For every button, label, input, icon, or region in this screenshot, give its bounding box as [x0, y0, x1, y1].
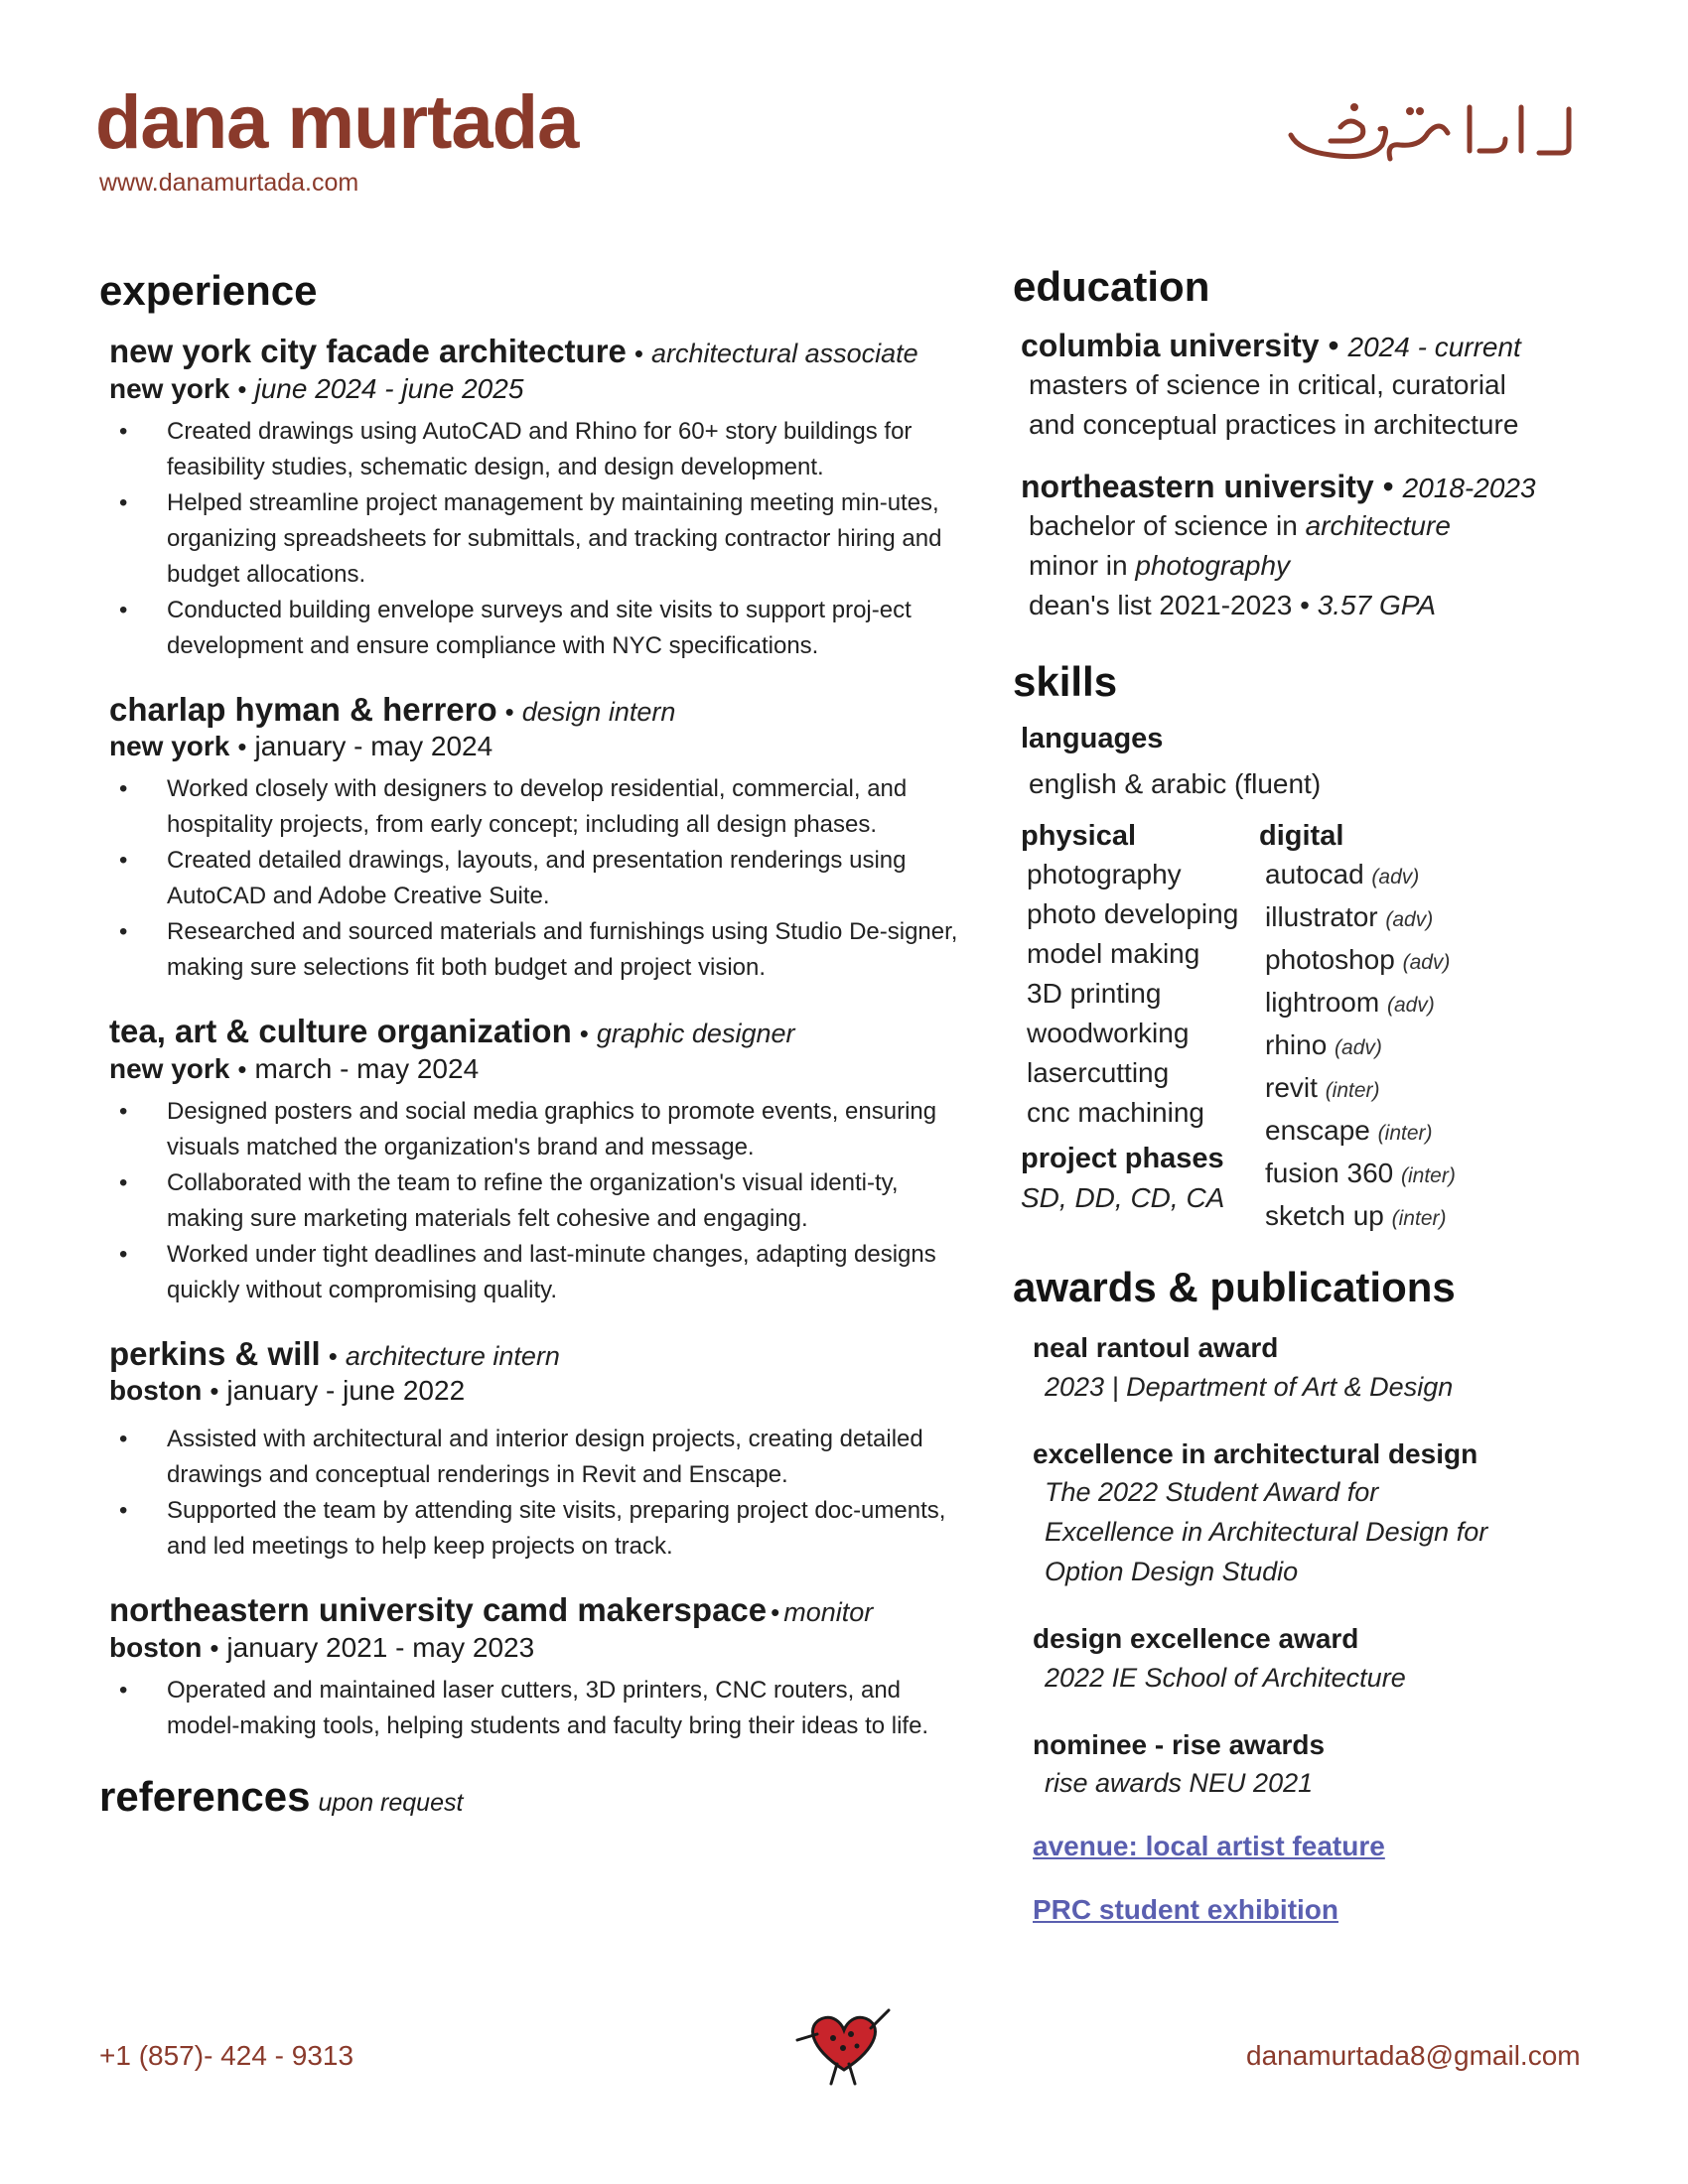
- phone-number: +1 (857)- 424 - 9313: [99, 2040, 354, 2071]
- job-company: charlap hyman & herrero: [109, 690, 497, 728]
- awards-heading: awards & publications: [1013, 1264, 1456, 1311]
- job-location-date: boston • january - june 2022: [109, 1375, 466, 1407]
- job-location: boston: [109, 1375, 203, 1407]
- job-bullets: [99, 1094, 963, 1308]
- job-company: northeastern university camd makerspace: [109, 1591, 768, 1629]
- physical-skill: photo developing: [1027, 898, 1239, 930]
- school-name: columbia university: [1021, 328, 1320, 363]
- job-role: architecture intern: [345, 1340, 560, 1371]
- education-entry: [1021, 326, 1648, 445]
- job-bullet: • Worked under tight deadlines and last-minute changes, adapting designs quickly without compromising quality.: [167, 1237, 963, 1308]
- email-address[interactable]: danamurtada8@gmail.com: [1246, 2040, 1581, 2071]
- job-bullets: [99, 1422, 963, 1565]
- school-header: northeastern university • 2018-2023: [1021, 469, 1536, 504]
- digital-skill: sketch up (inter): [1265, 1200, 1447, 1232]
- award-detail: 2022 IE School of Architecture: [1045, 1662, 1406, 1693]
- award-detail: 2023 | Department of Art & Design: [1045, 1371, 1454, 1402]
- arabic-name-signature: [1271, 89, 1589, 186]
- deans-list: dean's list 2021-2023: [1029, 590, 1293, 620]
- project-phases-value: SD, DD, CD, CA: [1021, 1182, 1225, 1214]
- gpa: 3.57 GPA: [1317, 590, 1437, 620]
- award-title: excellence in architectural design: [1033, 1437, 1478, 1469]
- degree-prefix: bachelor of science in: [1029, 510, 1306, 541]
- job-bullet: • Created drawings using AutoCAD and Rhino for 60+ story buildings for feasibility studies, schematic design, and design development.: [167, 414, 963, 485]
- physical-skill: 3D printing: [1027, 978, 1162, 1010]
- job-location: new york: [109, 1052, 230, 1084]
- job-company: tea, art & culture organization: [109, 1013, 572, 1050]
- award-entry: [1033, 1727, 1648, 1803]
- job-header: charlap hyman & herrero • design intern: [109, 690, 676, 728]
- degree-field: architecture: [1305, 510, 1451, 541]
- digital-skill: illustrator (adv): [1265, 901, 1434, 933]
- award-entry: [1033, 1436, 1648, 1591]
- heart-mascot-icon: [789, 2000, 899, 2095]
- job-dates: june 2024 - june 2025: [254, 372, 524, 404]
- references-section: [99, 1772, 963, 1820]
- languages-label: languages: [1021, 723, 1164, 754]
- job-bullet: • Created detailed drawings, layouts, and presentation renderings using AutoCAD and Adobe Creative Suite.: [167, 843, 963, 914]
- award-detail: Excellence in Architectural Design for: [1045, 1517, 1488, 1548]
- school-years: 2024 - current: [1347, 332, 1521, 362]
- publication-link[interactable]: PRC student exhibition: [1033, 1893, 1338, 1925]
- job-bullet: • Collaborated with the team to refine the organization's visual identi-ty, making sure marketing materials felt cohesive and engaging.: [167, 1165, 963, 1237]
- references-note: upon request: [318, 1788, 464, 1817]
- digital-skill: lightroom (adv): [1265, 987, 1435, 1019]
- digital-skills: [1251, 818, 1609, 1240]
- job-entry: [99, 1334, 963, 1566]
- job-bullets: [99, 414, 963, 664]
- website-link[interactable]: www.danamurtada.com: [99, 169, 359, 197]
- digital-skill: enscape (inter): [1265, 1115, 1433, 1147]
- minor-line: [1029, 546, 1648, 586]
- job-header: new york city facade architecture • architectural associate: [109, 333, 918, 369]
- digital-skill: photoshop (adv): [1265, 944, 1451, 976]
- award-title: neal rantoul award: [1033, 1332, 1279, 1364]
- award-detail: Option Design Studio: [1045, 1557, 1299, 1587]
- job-location-date: new york • january - may 2024: [109, 731, 493, 762]
- award-title: design excellence award: [1033, 1623, 1359, 1655]
- degree-line: [1029, 506, 1648, 546]
- digital-skill: rhino (adv): [1265, 1029, 1382, 1061]
- job-bullet: • Conducted building envelope surveys and site visits to support proj-ect development and ensure compliance with NYC specifications.: [167, 593, 963, 664]
- school-years: 2018-2023: [1402, 473, 1536, 503]
- physical-skill: photography: [1027, 859, 1182, 890]
- job-company: new york city facade architecture: [109, 333, 627, 369]
- job-entry: [99, 690, 963, 987]
- job-location: boston: [109, 1631, 203, 1663]
- job-header: perkins & will • architecture intern: [109, 1334, 560, 1372]
- school-header: columbia university • 2024 - current: [1021, 328, 1521, 363]
- digital-skill: revit (inter): [1265, 1072, 1380, 1104]
- job-location: new york: [109, 372, 230, 404]
- job-bullet: • Researched and sourced materials and furnishings using Studio De-signer, making sure selections fit both budget and project vision.: [167, 914, 963, 986]
- minor-field: photography: [1135, 550, 1291, 581]
- job-header: northeastern university camd makerspace • monitor: [109, 1591, 874, 1629]
- job-bullet: • Operated and maintained laser cutters, 3D printers, CNC routers, and model-making tools, helping students and faculty bring their ideas to life.: [167, 1673, 963, 1744]
- physical-skill: cnc machining: [1027, 1097, 1204, 1129]
- job-header: tea, art & culture organization • graphic designer: [109, 1013, 795, 1050]
- right-column: [1013, 263, 1648, 1958]
- job-location-date: new york • june 2024 - june 2025: [109, 372, 524, 404]
- award-detail: rise awards NEU 2021: [1045, 1767, 1314, 1798]
- job-dates: january - may 2024: [254, 731, 493, 762]
- references-heading: references: [99, 1772, 311, 1820]
- job-entry: [99, 332, 963, 664]
- school-name: northeastern university: [1021, 469, 1374, 504]
- education-heading: education: [1013, 263, 1210, 310]
- physical-skill: model making: [1027, 938, 1200, 970]
- job-location-date: new york • march - may 2024: [109, 1052, 480, 1084]
- left-column: [99, 267, 963, 1820]
- digital-skill: fusion 360 (inter): [1265, 1158, 1456, 1189]
- experience-heading: experience: [99, 267, 318, 314]
- publication-link[interactable]: avenue: local artist feature: [1033, 1830, 1385, 1861]
- degree-line: and conceptual practices in architecture: [1029, 409, 1519, 440]
- digital-skill: autocad (adv): [1265, 859, 1420, 890]
- job-dates: march - may 2024: [254, 1052, 480, 1084]
- award-entry: [1033, 1621, 1648, 1697]
- job-role: graphic designer: [596, 1019, 795, 1049]
- skills-heading: skills: [1013, 658, 1118, 705]
- job-bullet: • Assisted with architectural and interior design projects, creating detailed drawings and conceptual renderings in Revit and Enscape.: [167, 1422, 963, 1493]
- award-entry: [1033, 1330, 1648, 1406]
- job-location-date: boston • january 2021 - may 2023: [109, 1631, 535, 1663]
- resume-name: dana murtada: [95, 80, 579, 165]
- job-bullet: • Worked closely with designers to develop residential, commercial, and hospitality projects, from early concept; including all design phases.: [167, 771, 963, 843]
- skills-grid: [1013, 818, 1648, 1240]
- job-location: new york: [109, 731, 230, 762]
- job-bullet: • Designed posters and social media graphics to promote events, ensuring visuals matched the organization's brand and message.: [167, 1094, 963, 1165]
- job-role: architectural associate: [651, 339, 918, 368]
- languages-value: english & arabic (fluent): [1029, 767, 1322, 799]
- job-role: monitor: [783, 1597, 874, 1628]
- project-phases-label: project phases: [1021, 1143, 1224, 1175]
- arabic-name-icon: [1271, 89, 1589, 169]
- job-dates: january - june 2022: [226, 1375, 466, 1407]
- job-bullets: [99, 1673, 963, 1744]
- award-detail: The 2022 Student Award for: [1045, 1477, 1379, 1508]
- honors-line: dean's list 2021-2023 • 3.57 GPA: [1029, 590, 1437, 620]
- physical-skill: lasercutting: [1027, 1057, 1170, 1089]
- job-dates: january 2021 - may 2023: [226, 1631, 535, 1663]
- award-title: nominee - rise awards: [1033, 1728, 1326, 1760]
- job-entry: [99, 1590, 963, 1744]
- job-bullet: • Helped streamline project management by maintaining meeting min-utes, organizing spreadsheets for submittals, and tracking contractor hiring and budget allocations.: [167, 485, 963, 593]
- physical-skill: woodworking: [1027, 1018, 1190, 1049]
- job-company: perkins & will: [109, 1334, 321, 1372]
- job-role: design intern: [521, 696, 676, 727]
- job-entry: [99, 1012, 963, 1308]
- job-bullets: [99, 771, 963, 986]
- minor-prefix: minor in: [1029, 550, 1136, 581]
- education-entry: [1021, 467, 1648, 625]
- job-bullet: • Supported the team by attending site visits, preparing project doc-uments, and led meetings to help keep projects on track.: [167, 1493, 963, 1565]
- physical-label: physical: [1021, 819, 1137, 852]
- physical-skills: [1013, 818, 1251, 1240]
- digital-label: digital: [1259, 819, 1344, 852]
- degree-line: masters of science in critical, curatorial: [1029, 369, 1506, 400]
